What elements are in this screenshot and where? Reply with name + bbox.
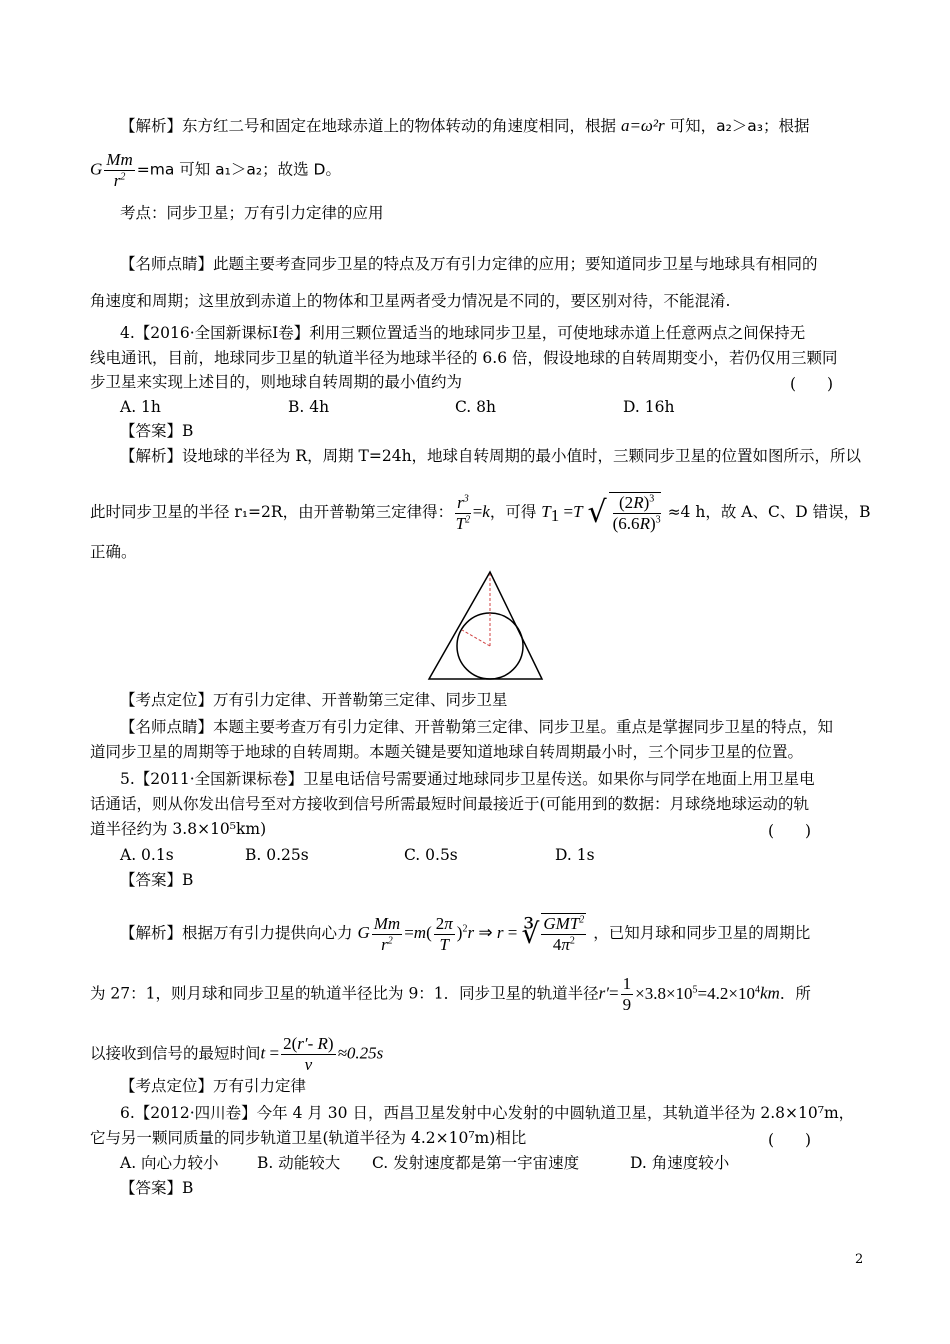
q5-option-d: D. 1s <box>555 846 595 864</box>
q6-option-d: D. 角速度较小 <box>630 1154 730 1172</box>
q6-answer-paren: ( ) <box>768 1131 812 1149</box>
q5-exp1-text-b: ，已知月球和同步卫星的周期比 <box>593 924 811 942</box>
q4-exp2-text-a: 此时同步卫星的半径 r₁=2R，由开普勒第三定律得： <box>90 503 454 521</box>
q5-explanation-3: 以接收到信号的最短时间t = $\frac{2(r'- R)}{v}$ ≈0.25s <box>90 1034 384 1074</box>
q4-explanation-2: 此时同步卫星的半径 r₁=2R，由开普勒第三定律得： $\frac{r^3}{T^2}$ =k，可得 $T_1 =T$ √ $\frac{(2R)^3}{(6.6R)^3}$ ≈4 h，故 A、C、D 错误，B <box>90 492 871 533</box>
q6-option-a: A. 向心力较小 <box>120 1154 219 1172</box>
q4-line-1: 4.【2016·全国新课标Ⅰ卷】利用三颗位置适当的地球同步卫星，可使地球赤道上任意两点之间保持无 <box>120 324 806 342</box>
q6-option-c: C. 发射速度都是第一宇宙速度 <box>372 1154 580 1172</box>
q5-kaodian: 【考点定位】万有引力定律 <box>120 1077 307 1095</box>
q4-line-2: 线电通讯，目前，地球同步卫星的轨道半径为地球半径的 6.6 倍，假设地球的自转周期变小，若仍仅用三颗同 <box>90 349 838 367</box>
q5-answer: 【答案】B <box>120 871 194 889</box>
q5-line-2: 话通话，则从你发出信号至对方接收到信号所需最短时间最接近于(可能用到的数据：月球绕地球运动的轨 <box>90 795 810 813</box>
mingshi-line-1: 【名师点睛】此题主要考查同步卫星的特点及万有引力定律的应用；要知道同步卫星与地球具有相同的 <box>120 255 818 273</box>
formula-time: $\frac{2(r'- R)}{v}$ <box>283 1034 334 1074</box>
q4-option-b: B. 4h <box>288 398 330 416</box>
q5-line-1: 5.【2011·全国新课标卷】卫星电话信号需要通过地球同步卫星传送。如果你与同学在地面上用卫星电 <box>120 770 815 788</box>
q4-explanation-3: 正确。 <box>90 543 137 561</box>
q4-mingshi-2: 道同步卫星的周期等于地球的自转周期。本题关键是要知道地球自转周期最小时，三个同步卫星的位置。 <box>90 743 804 761</box>
q6-option-b: B. 动能较大 <box>257 1154 341 1172</box>
mingshi-line-2: 角速度和周期；这里放到赤道上的物体和卫星两者受力情况是不同的，要区别对待，不能混淆. <box>90 292 731 310</box>
q4-exp2-text-b: ，可得 <box>489 503 537 521</box>
q5-explanation-2: 为 27：1，则月球和同步卫星的轨道半径比为 9：1．同步卫星的轨道半径r′= $\frac{1}{9}$ $\times 3.8\times 10^5=4.2\times 10^4km$．所 <box>90 974 811 1014</box>
q4-explanation-1: 【解析】设地球的半径为 R，周期 T=24h，地球自转周期的最小值时，三颗同步卫星的位置如图所示，所以 <box>120 447 862 465</box>
q5-explanation-1: 【解析】根据万有引力提供向心力 G $\frac{Mm}{r^2}$ =m( $\frac{2\pi}{T}$ )$^2$r ⇒ r = ∛ $\frac{GMT^2}{4\pi^2}$ ，已知月球和同步卫星的周期比 <box>120 913 811 954</box>
q4-mingshi-1: 【名师点睛】本题主要考查万有引力定律、开普勒第三定律、同步卫星。重点是掌握同步卫星的特点，知 <box>120 718 834 736</box>
q4-line-3: 步卫星来实现上述目的，则地球自转周期的最小值约为 <box>90 373 463 391</box>
q4-option-d: D. 16h <box>623 398 675 416</box>
q5-exp1-text-a: 【解析】根据万有引力提供向心力 <box>120 924 353 942</box>
q5-exp3-text-b: ≈0.25s <box>337 1043 384 1063</box>
q5-answer-paren: ( ) <box>768 822 812 840</box>
q5-exp3-text-a: 以接收到信号的最短时间 <box>90 1044 261 1063</box>
q5-exp2-text-b: ．所 <box>779 984 811 1003</box>
q6-line-1: 6.【2012·四川卷】今年 4 月 30 日，西昌卫星发射中心发射的中圆轨道卫星，其轨道半径为 2.8×10⁷m， <box>120 1104 855 1122</box>
q4-answer-paren: ( ) <box>790 375 834 393</box>
q5-option-b: B. 0.25s <box>245 846 309 864</box>
formula-one-ninth: $\frac{1}{9}$ <box>622 974 632 1014</box>
q6-line-2: 它与另一颗同质量的同步轨道卫星(轨道半径为 4.2×10⁷m)相比 <box>90 1129 527 1147</box>
triangle-shape <box>429 572 542 679</box>
kaodian-line: 考点：同步卫星；万有引力定律的应用 <box>120 204 384 222</box>
q4-answer: 【答案】B <box>120 422 194 440</box>
analysis-line-1 <box>120 116 810 136</box>
formula-sqrt-ratio: √ $\frac{(2R)^3}{(6.6R)^3}$ <box>587 493 661 533</box>
formula-a-omega: a=ω²r <box>620 116 665 135</box>
satellite-position-figure <box>425 568 545 682</box>
page-number: 2 <box>855 1252 864 1267</box>
q6-answer: 【答案】B <box>120 1179 194 1197</box>
analysis-line-2-text: =ma 可知 a₁＞a₂；故选 D。 <box>136 160 341 179</box>
analysis-line-2: G $\frac{Mm}{r^2}$ =ma 可知 a₁＞a₂；故选 D。 <box>90 150 341 190</box>
analysis-tail: 可知，a₂＞a₃；根据 <box>669 117 810 135</box>
analysis-text: 【解析】东方红二号和固定在地球赤道上的物体转动的角速度相同，根据 <box>120 117 617 135</box>
formula-gmm-r2: $\frac{Mm}{r^2}$ <box>106 150 133 190</box>
q4-option-c: C. 8h <box>455 398 497 416</box>
q4-exp2-text-c: ≈4 h，故 A、C、D 错误，B <box>667 503 871 521</box>
radius-line-side <box>462 630 490 646</box>
q5-exp2-text-a: 为 27：1，则月球和同步卫星的轨道半径比为 9：1．同步卫星的轨道半径 <box>90 984 599 1003</box>
q5-option-c: C. 0.5s <box>404 846 458 864</box>
q5-line-3: 道半径约为 3.8×10⁵km) <box>90 820 267 838</box>
formula-gravity: $\frac{Mm}{r^2}$ <box>373 913 401 954</box>
formula-kepler: $\frac{r^3}{T^2}$ <box>455 492 471 533</box>
q4-option-a: A. 1h <box>120 398 161 416</box>
q4-kaodian: 【考点定位】万有引力定律、开普勒第三定律、同步卫星 <box>120 691 508 709</box>
q5-option-a: A. 0.1s <box>120 846 174 864</box>
